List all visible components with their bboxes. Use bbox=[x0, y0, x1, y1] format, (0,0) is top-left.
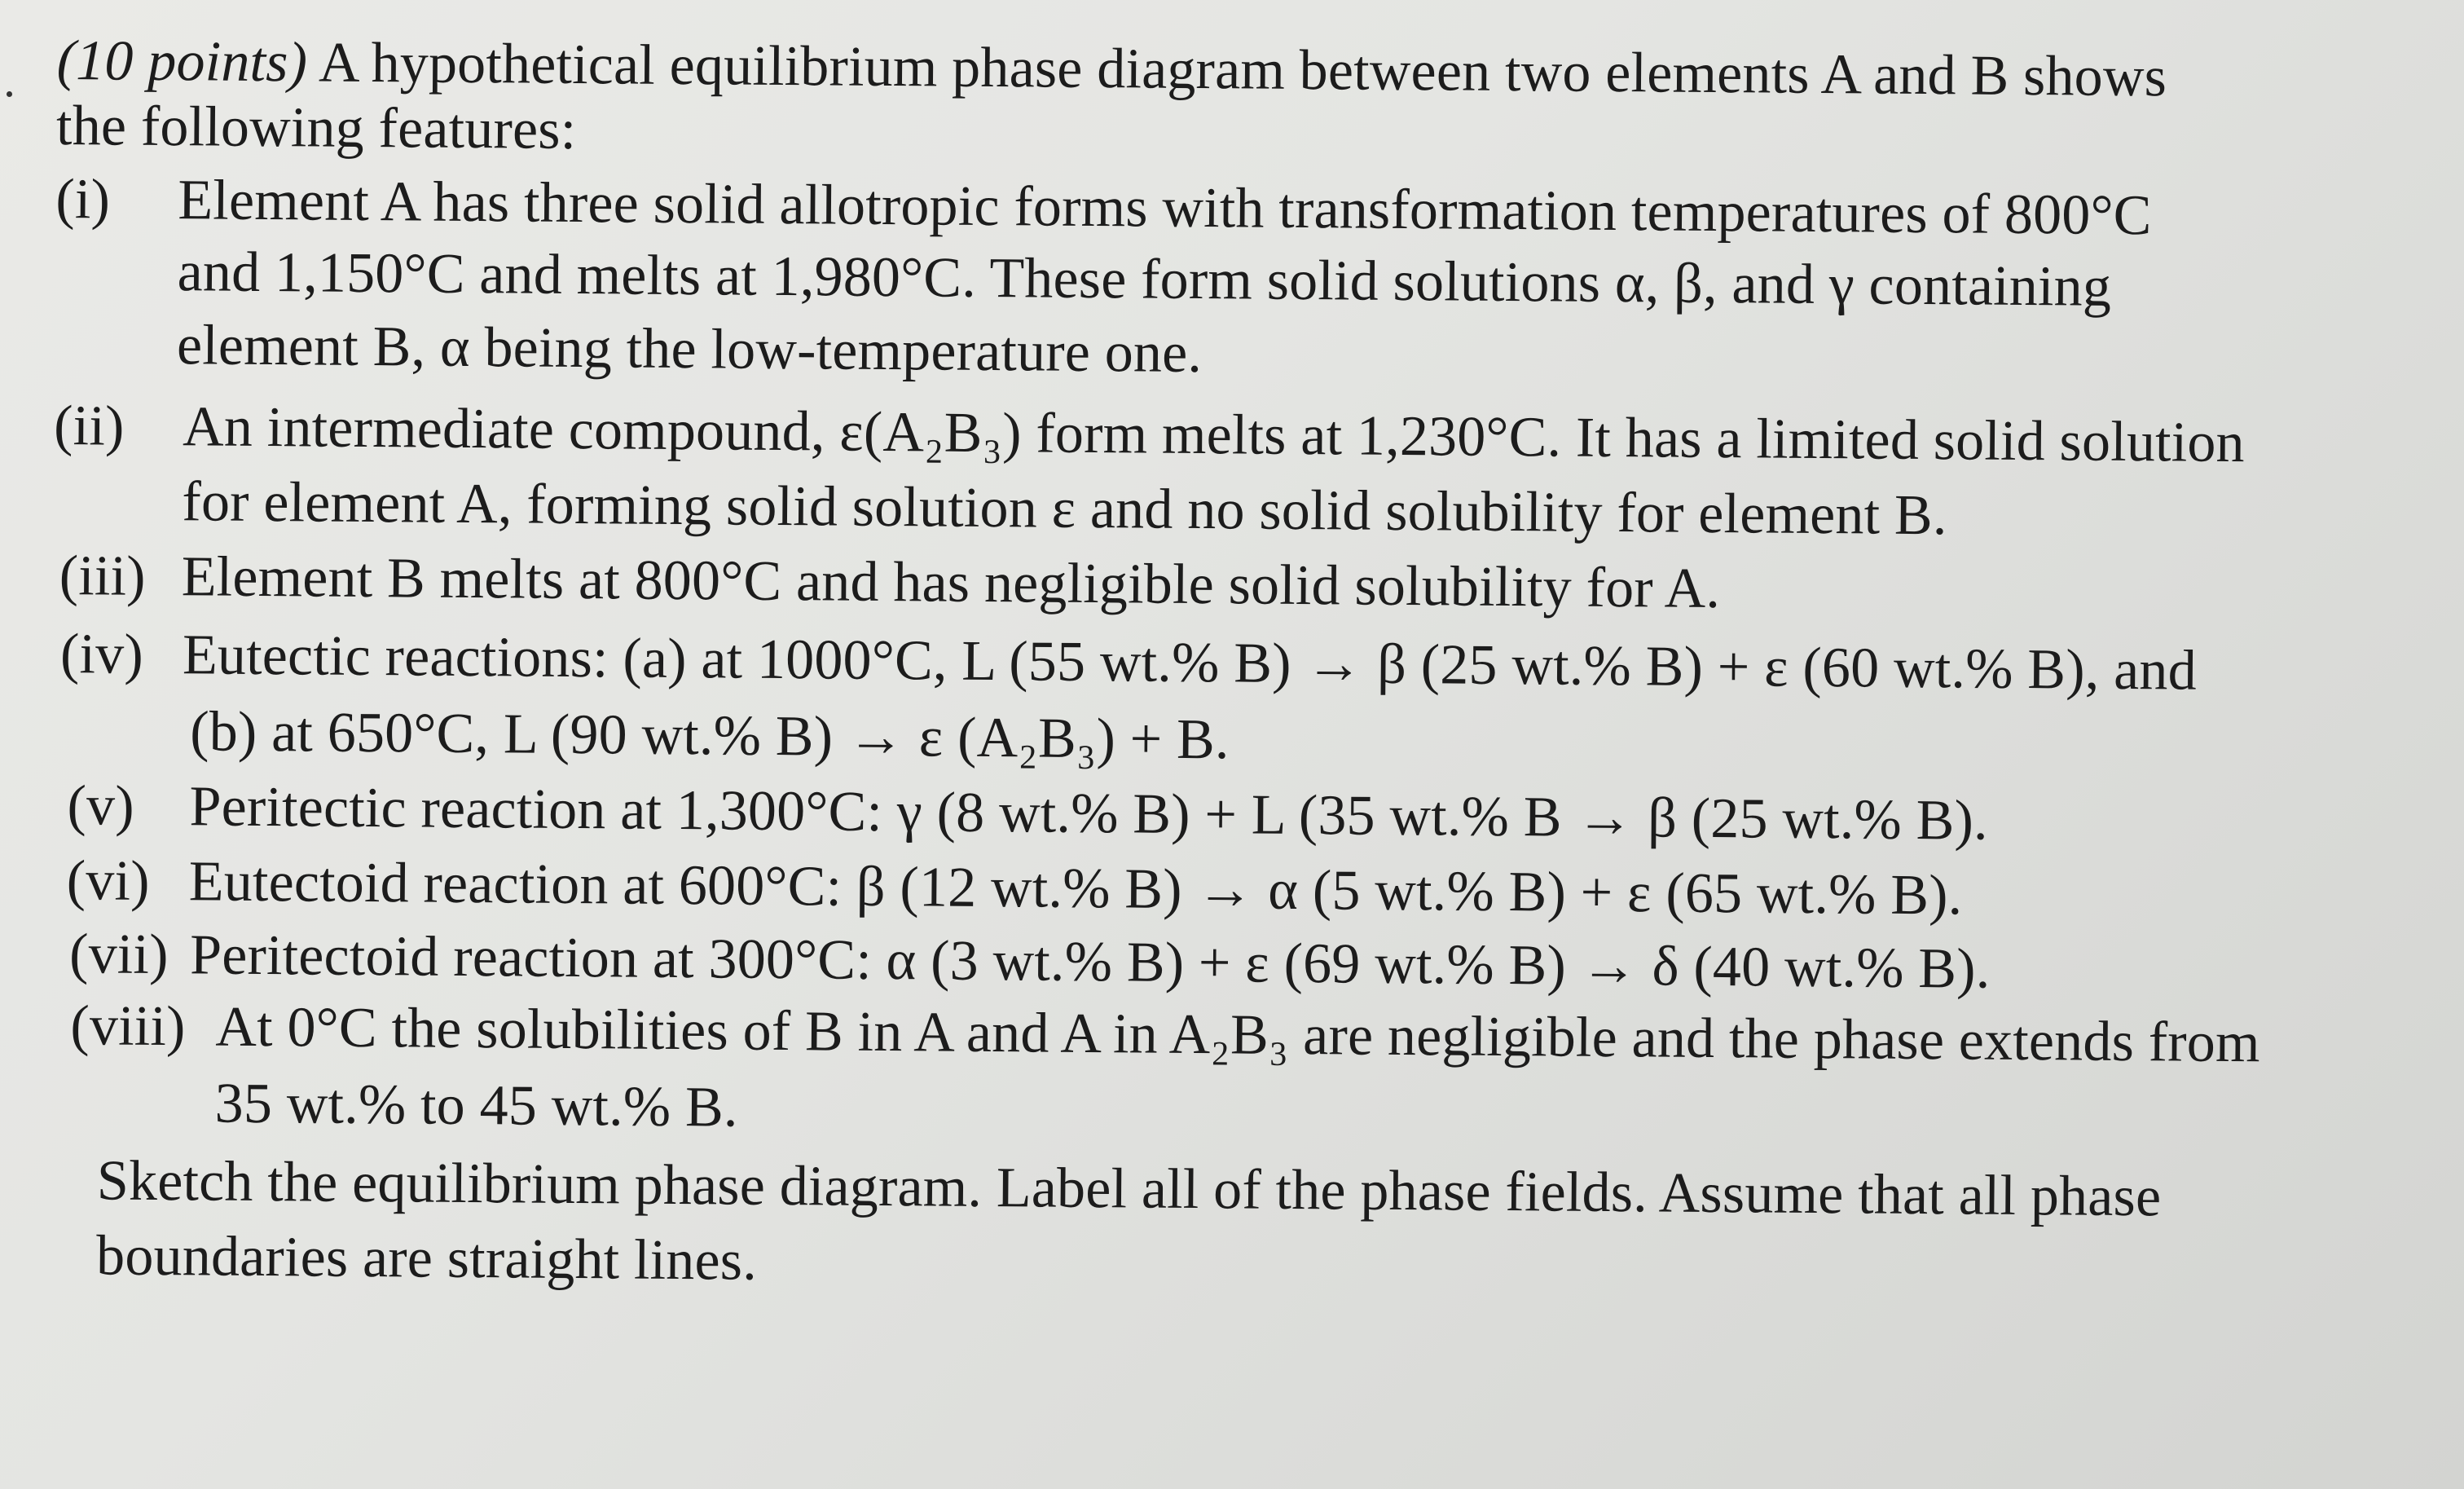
item-line: Eutectic reactions: (a) at 1000°C, L (55 wt.% B) → β (25 wt.% B) + ε (60 wt.% B), and bbox=[182, 623, 2198, 703]
item-line: 35 wt.% to 45 wt.% B. bbox=[214, 1072, 738, 1139]
item-line: Peritectic reaction at 1,300°C: γ (8 wt.% B) + L (35 wt.% B → β (25 wt.% B). bbox=[189, 775, 1989, 852]
item-line: Element A has three solid allotropic forms with transformation temperatures of 800°C bbox=[178, 169, 2152, 248]
intro-text-1: A hypothetical equilibrium phase diagram between two elements A and B shows bbox=[318, 31, 2167, 109]
item-number: (vi) bbox=[66, 849, 151, 913]
item-number: (ii) bbox=[53, 394, 125, 458]
problem-text bbox=[46, 29, 2444, 1486]
intro-line-2: the following features: bbox=[55, 94, 577, 162]
item-line: for element A, forming solid solution ε and no solid solubility for element B. bbox=[182, 470, 1947, 548]
points-label: (10 points) bbox=[56, 29, 308, 95]
item-line: Eutectoid reaction at 600°C: β (12 wt.% B) → α (5 wt.% B) + ε (65 wt.% B). bbox=[188, 850, 1963, 927]
closing-line-1: Sketch the equilibrium phase diagram. Label all of the phase fields. Assume that all phase bbox=[96, 1149, 2162, 1229]
item-line: element B, α being the low-temperature one. bbox=[176, 314, 1203, 385]
item-line: Element B melts at 800°C and has negligible solid solubility for A. bbox=[181, 545, 1721, 621]
item-number: (vii) bbox=[68, 923, 169, 987]
item-number: (i) bbox=[55, 167, 111, 231]
item-line: Peritectoid reaction at 300°C: α (3 wt.% B) + ε (69 wt.% B) → δ (40 wt.% B). bbox=[189, 923, 1991, 1001]
item-line: An intermediate compound, ε(A₂B₃) form melts at 1,230°C. It has a limited solid solution bbox=[182, 395, 2246, 475]
margin-dot bbox=[7, 91, 12, 97]
item-number: (viii) bbox=[70, 994, 186, 1059]
item-number: (iv) bbox=[59, 623, 144, 686]
item-line: and 1,150°C and melts at 1,980°C. These form solid solutions α, β, and γ containing bbox=[177, 240, 2112, 319]
item-line: At 0°C the solubilities of B in A and A in A₂B₃ are negligible and the phase extends from bbox=[215, 995, 2260, 1075]
item-number: (iii) bbox=[59, 544, 147, 608]
closing-line-2: boundaries are straight lines. bbox=[95, 1224, 758, 1293]
item-number: (v) bbox=[67, 774, 135, 838]
item-line: (b) at 650°C, L (90 wt.% B) → ε (A₂B₃) + B. bbox=[189, 700, 1230, 772]
intro-line-1 bbox=[56, 29, 2167, 109]
